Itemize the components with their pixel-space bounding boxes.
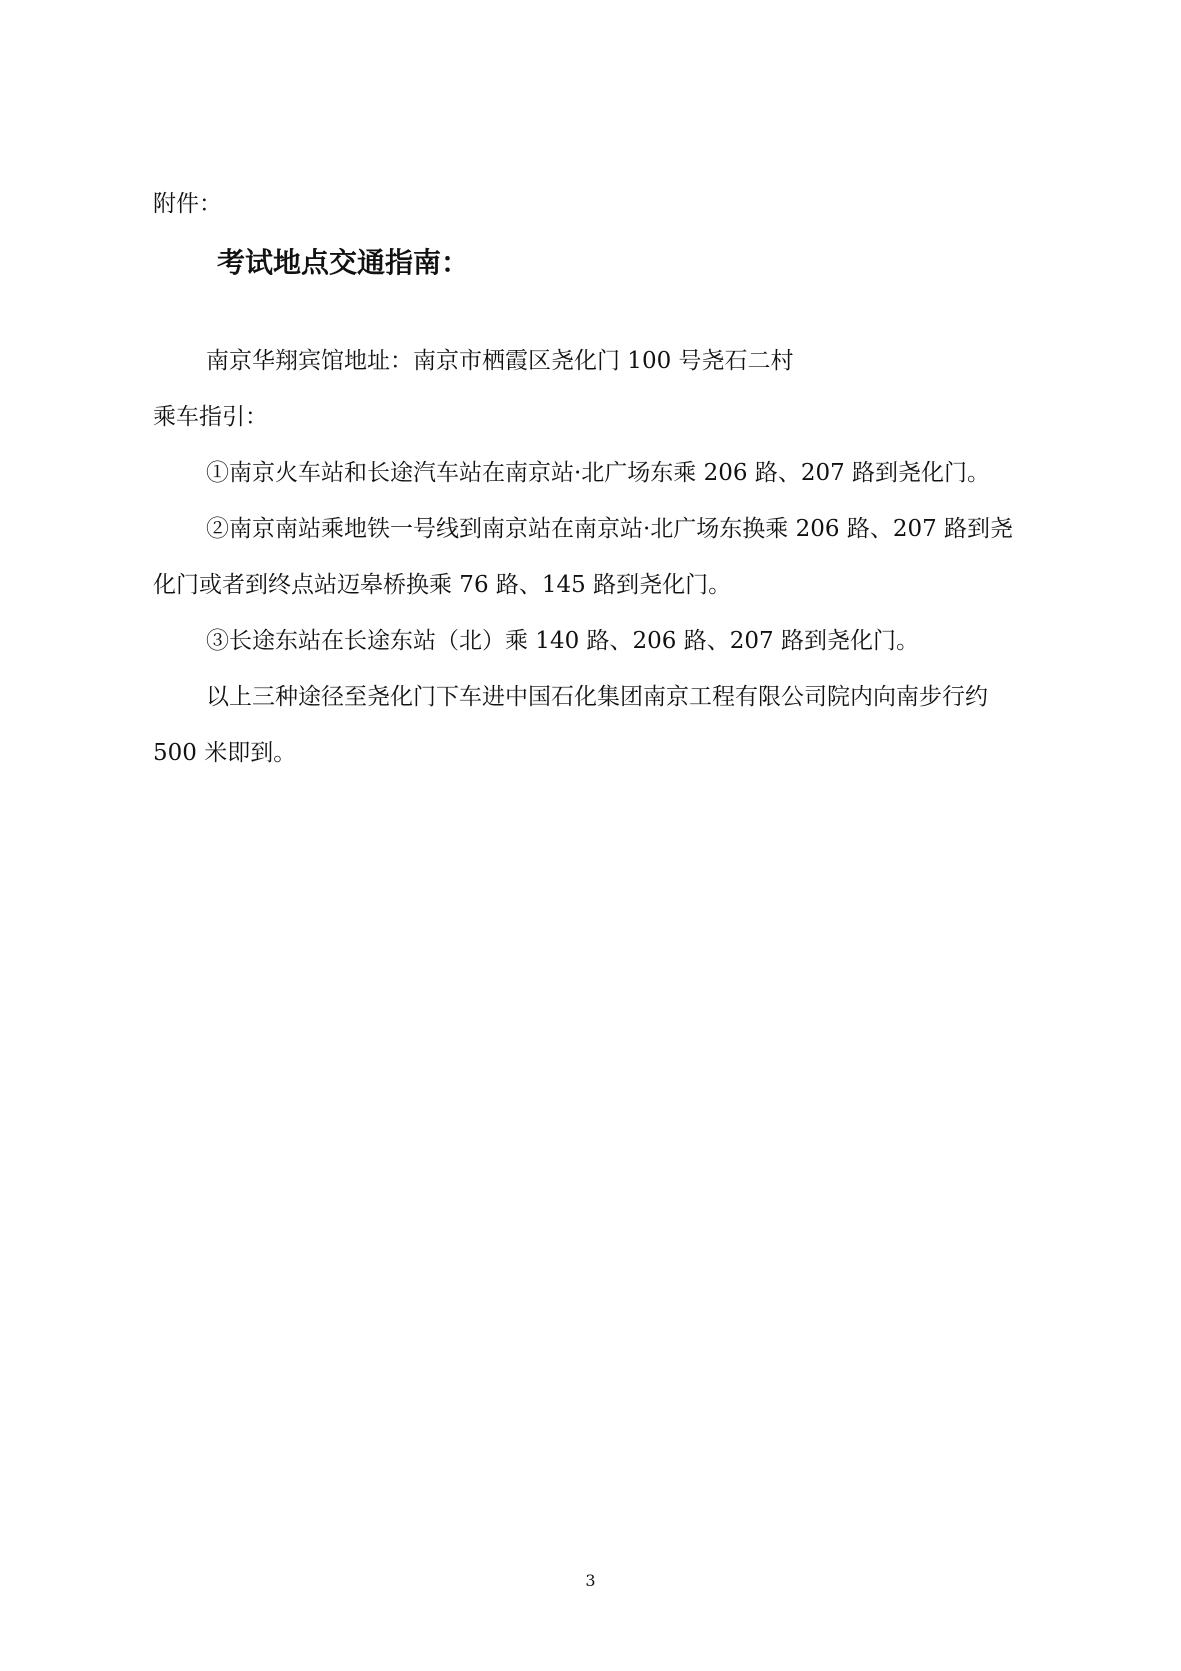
attachment-label: 附件： <box>153 191 222 217</box>
address-line: 南京华翔宾馆地址：南京市栖霞区尧化门 100 号尧石二村 <box>206 348 794 374</box>
closing-note: 以上三种途径至尧化门下车进中国石化集团南京工程有限公司院内向南步行约 500 米即到。 <box>153 684 988 766</box>
route-item-2: ②南京南站乘地铁一号线到南京站在南京站·北广场东换乘 206 路、207 路到尧化门或者到终点站迈皋桥换乘 76 路、145 路到尧化门。 <box>153 516 1014 598</box>
page-title: 考试地点交通指南： <box>217 246 470 279</box>
route-item-3: ③长途东站在长途东站（北）乘 140 路、206 路、207 路到尧化门。 <box>206 628 919 654</box>
route-item-1: ①南京火车站和长途汽车站在南京站·北广场东乘 206 路、207 路到尧化门。 <box>206 460 991 486</box>
directions-heading: 乘车指引： <box>153 404 268 430</box>
address-block <box>153 333 1033 781</box>
page-number: 3 <box>585 1571 596 1590</box>
